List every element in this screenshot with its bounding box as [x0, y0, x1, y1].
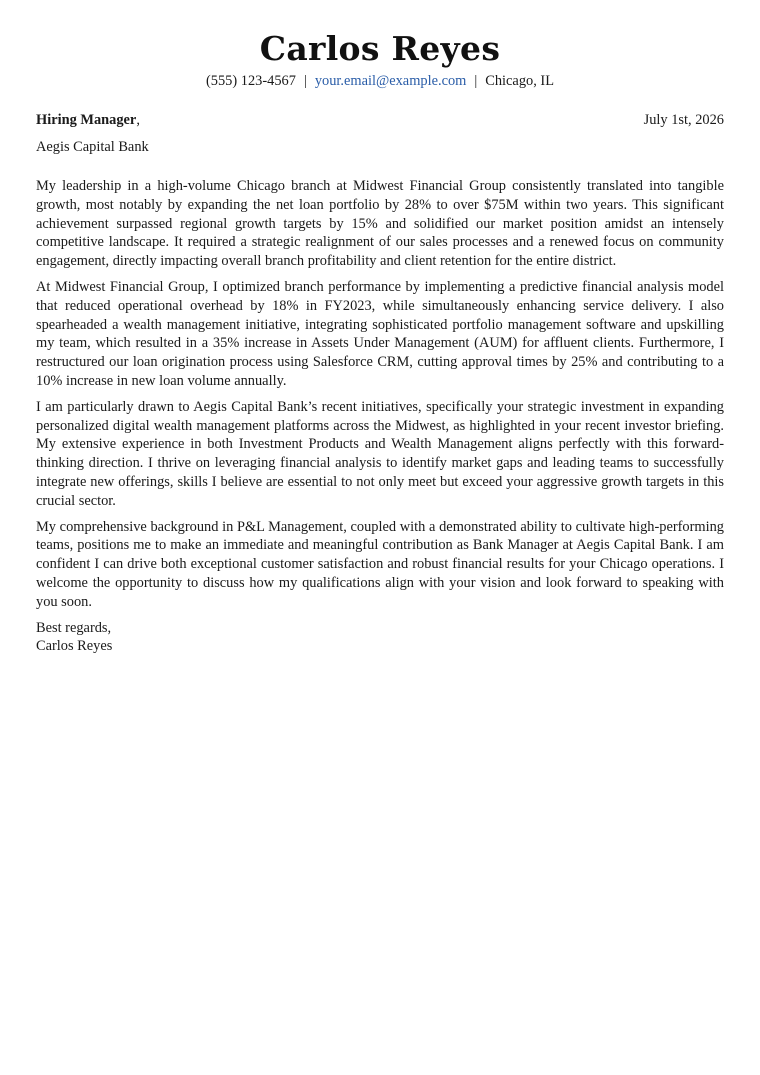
recipient-name: Hiring Manager [36, 112, 137, 128]
letter-closing [36, 619, 724, 657]
contact-line [36, 71, 724, 91]
body-paragraph: At Midwest Financial Group, I optimized branch performance by implementing a predictive financial analysis model that reduced operational overhead by 18% in FY2023, while simultaneously enhancing service delivery. I also spearheaded a wealth management initiative, integrating sophisticated portfolio management software and upskilling my team, which resulted in a 35% increase in Assets Under Management (AUM) for affluent clients. Furthermore, I restructured our loan origination process using Salesforce CRM, cutting approval times by 25% and contributing to a 10% increase in new loan volume annually. [36, 278, 724, 389]
location: Chicago, IL [485, 73, 554, 89]
body-paragraph: My leadership in a high-volume Chicago branch at Midwest Financial Group consistently translated into tangible growth, most notably by expanding the net loan portfolio by 28% to over $75M within two years. This significant achievement surpassed regional growth targets by 15% and solidified our market position amidst an intensely competitive landscape. It required a strategic realignment of our sales processes and a renewed focus on community engagement, directly impacting overall branch profitability and client retention for the entire district. [36, 178, 724, 270]
contact-separator: | [303, 73, 307, 89]
recipient-date-row [36, 111, 724, 129]
recipient-company: Aegis Capital Bank [36, 139, 149, 155]
body-paragraph: My comprehensive background in P&L Management, coupled with a demonstrated ability to cultivate high-performing teams, positions me to make an immediate and meaningful contribution as Bank Manager at Aegis Capital Bank. I am confident I can drive both exceptional customer satisfaction and robust financial results for your Chicago operations. I welcome the opportunity to discuss how my qualifications align with your vision and look forward to speaking with you soon. [36, 518, 724, 610]
letter-date: July 1st, 2026 [643, 112, 724, 128]
letter-body [36, 177, 724, 612]
recipient-name-suffix: , [136, 112, 140, 128]
closing-signature: Carlos Reyes [36, 638, 113, 655]
applicant-name: Carlos Reyes [259, 29, 501, 68]
closing-salutation: Best regards, [36, 619, 112, 636]
body-paragraph: I am particularly drawn to Aegis Capital Bank’s recent initiatives, specifically your strategic investment in expanding personalized digital wealth management platforms across the Midwest, as highlighted in your recent investor briefing. My extensive experience in both Investment Products and Wealth Management aligns perfectly with this forward-thinking direction. I thrive on leveraging financial analysis to identify market gaps and leading teams to successfully integrate new offerings, skills I believe are essential to not only meet but exceed your aggressive growth targets in this crucial sector. [36, 398, 724, 509]
recipient-line [36, 111, 140, 129]
phone-number: (555) 123-4567 [206, 73, 296, 89]
email-link[interactable]: your.email@example.com [314, 73, 467, 89]
contact-separator: | [474, 73, 478, 89]
